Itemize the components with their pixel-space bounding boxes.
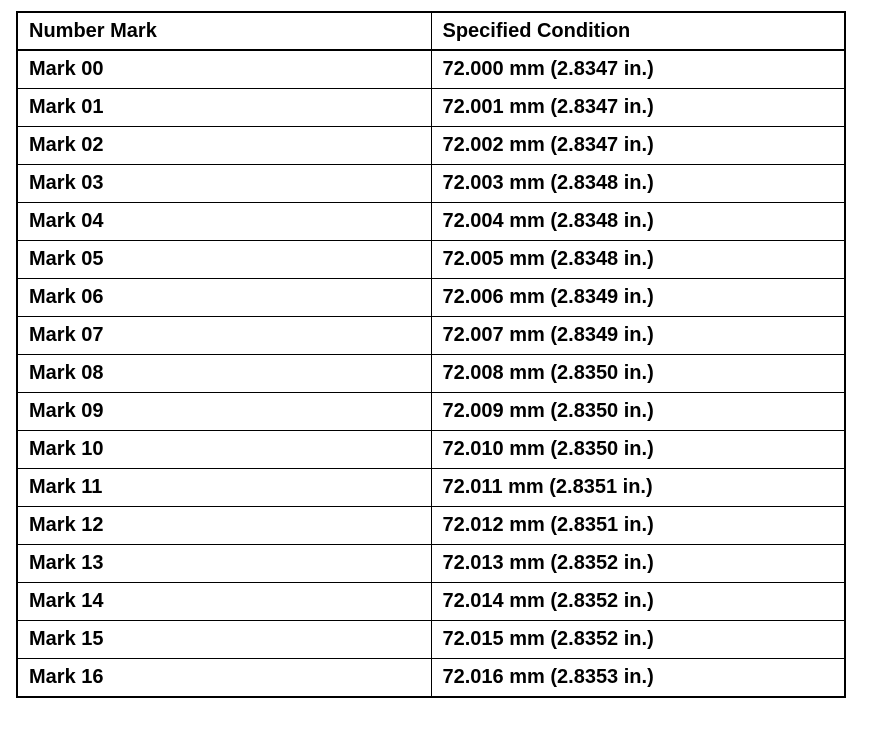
specified-condition-cell: 72.012 mm (2.8351 in.) [431,507,845,545]
number-mark-cell: Mark 10 [17,431,431,469]
number-mark-cell: Mark 07 [17,317,431,355]
number-mark-cell: Mark 08 [17,355,431,393]
specified-condition-cell: 72.007 mm (2.8349 in.) [431,317,845,355]
table-row [17,355,845,393]
number-mark-cell: Mark 06 [17,279,431,317]
table-row [17,203,845,241]
specified-condition-cell: 72.009 mm (2.8350 in.) [431,393,845,431]
specified-condition-cell: 72.002 mm (2.8347 in.) [431,127,845,165]
table-row [17,621,845,659]
number-mark-cell: Mark 01 [17,89,431,127]
header-specified-condition: Specified Condition [431,12,845,50]
number-mark-cell: Mark 03 [17,165,431,203]
table-row [17,127,845,165]
specified-condition-cell: 72.000 mm (2.8347 in.) [431,50,845,89]
specified-condition-cell: 72.004 mm (2.8348 in.) [431,203,845,241]
specified-condition-cell: 72.006 mm (2.8349 in.) [431,279,845,317]
specified-condition-cell: 72.005 mm (2.8348 in.) [431,241,845,279]
specified-condition-cell: 72.001 mm (2.8347 in.) [431,89,845,127]
table-row [17,279,845,317]
number-mark-cell: Mark 14 [17,583,431,621]
specified-condition-cell: 72.011 mm (2.8351 in.) [431,469,845,507]
table-row [17,317,845,355]
table-row [17,469,845,507]
table-row [17,89,845,127]
table-header-row [17,12,845,50]
table-row [17,507,845,545]
specified-condition-cell: 72.008 mm (2.8350 in.) [431,355,845,393]
table-row [17,393,845,431]
specified-condition-cell: 72.015 mm (2.8352 in.) [431,621,845,659]
specified-condition-cell: 72.010 mm (2.8350 in.) [431,431,845,469]
table-body [17,50,845,697]
number-mark-cell: Mark 13 [17,545,431,583]
number-mark-cell: Mark 05 [17,241,431,279]
number-mark-cell: Mark 12 [17,507,431,545]
table-row [17,165,845,203]
number-mark-spec-table [16,11,846,698]
number-mark-cell: Mark 09 [17,393,431,431]
number-mark-cell: Mark 04 [17,203,431,241]
table-row [17,583,845,621]
specified-condition-cell: 72.003 mm (2.8348 in.) [431,165,845,203]
number-mark-cell: Mark 16 [17,659,431,698]
table-row [17,431,845,469]
specified-condition-cell: 72.013 mm (2.8352 in.) [431,545,845,583]
table-row [17,50,845,89]
table-row [17,545,845,583]
header-number-mark: Number Mark [17,12,431,50]
number-mark-cell: Mark 02 [17,127,431,165]
number-mark-cell: Mark 15 [17,621,431,659]
specified-condition-cell: 72.016 mm (2.8353 in.) [431,659,845,698]
specified-condition-cell: 72.014 mm (2.8352 in.) [431,583,845,621]
table-row [17,241,845,279]
number-mark-cell: Mark 00 [17,50,431,89]
number-mark-cell: Mark 11 [17,469,431,507]
table-row [17,659,845,698]
